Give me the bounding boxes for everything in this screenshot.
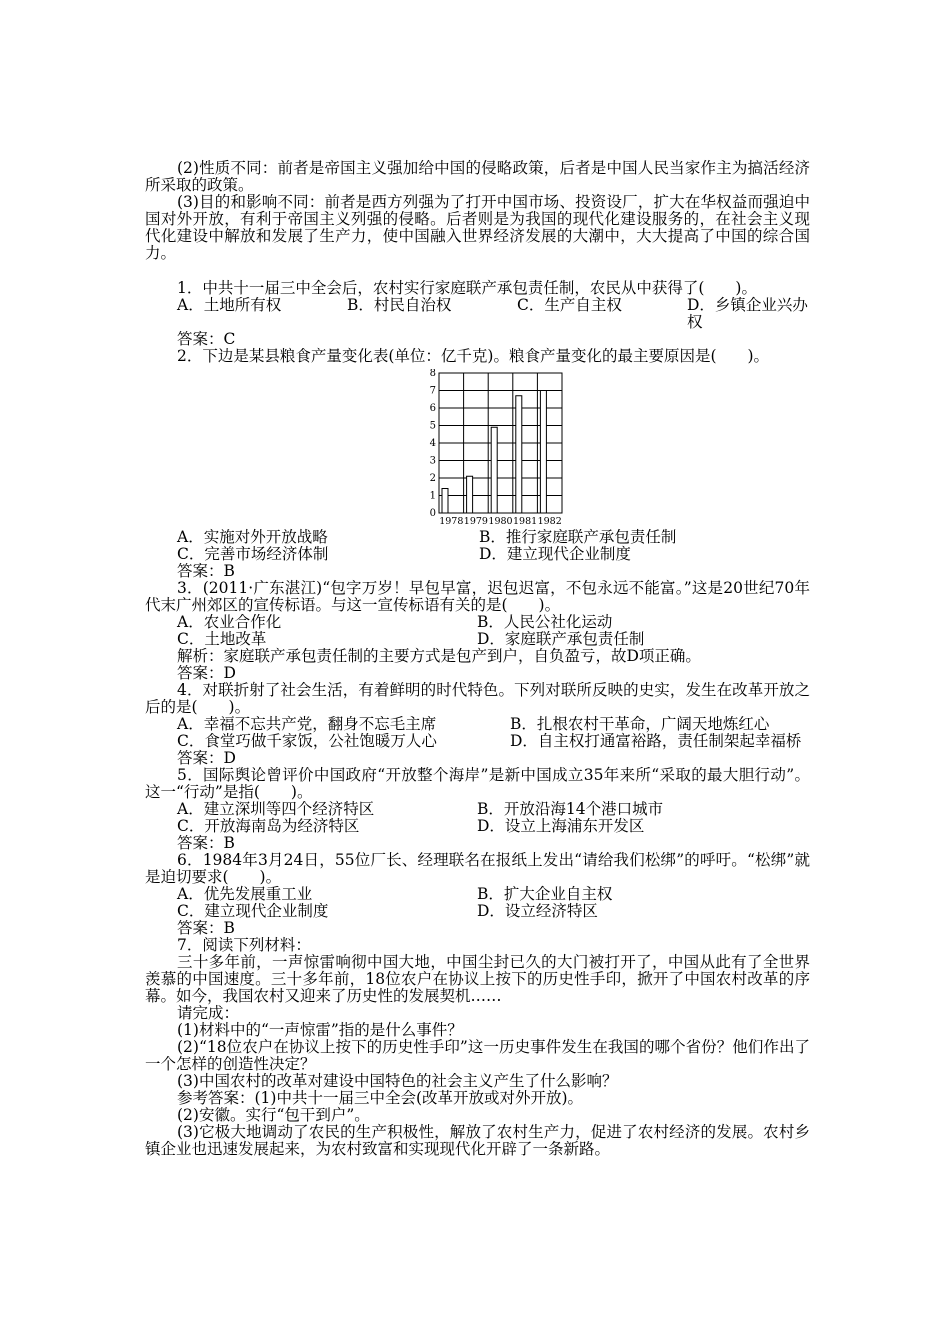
option-b: B．开放沿海14个港口城市 (477, 800, 664, 818)
question-2-stem: 2．下边是某县粮食产量变化表(单位：亿千克)。粮食产量变化的最主要原因是( )。 (177, 347, 770, 365)
question-3-options-row-1 (145, 614, 810, 631)
question-3-options-row-2 (145, 631, 810, 648)
question-4-stem: 4．对联折射了社会生活，有着鲜明的时代特色。下列对联所反映的史实，发生在改革开放之后的是( )。 (145, 681, 810, 716)
question-4-options-row-1 (145, 716, 810, 733)
question-3-stem: 3．(2011·广东湛江)“包字万岁！早包早富，迟包迟富，不包永远不能富。”这是20世纪70年代末广州郊区的宣传标语。与这一宣传标语有关的是( )。 (145, 579, 810, 614)
question-1-options (145, 297, 810, 331)
y-tick-label: 4 (429, 438, 436, 449)
y-tick-label: 0 (429, 508, 436, 519)
option-a: A．幸福不忘共产党，翻身不忘毛主席 (177, 715, 437, 733)
question-7-prompt: 请完成： (177, 1004, 240, 1022)
question-3-analysis: 解析：家庭联产承包责任制的主要方式是包产到户，自负盈亏，故D项正确。 (177, 647, 701, 665)
intro-paragraph-3: (3)目的和影响不同：前者是西方列强为了打开中国市场、投资设厂，扩大在华权益而强迫中国对外开放，有利于帝国主义列强的侵略。后者则是为我国的现代化建设服务的，在社会主义现代化建设中解放和发展了生产力，使中国融入世界经济发展的大潮中，大大提高了中国的综合国力。 (145, 193, 810, 262)
question-2-options-row-1 (145, 529, 810, 546)
bar-1982 (540, 391, 546, 514)
bar-chart-svg (427, 369, 567, 527)
question-7-sub-1: (1)材料中的“一声惊雷”指的是什么事件？ (177, 1021, 463, 1039)
option-b: B．扩大企业自主权 (477, 885, 613, 903)
question-7-answer-1: 参考答案：(1)中共十一届三中全会(改革开放或对外开放)。 (177, 1089, 584, 1107)
x-tick-label-1979: 1979 (463, 516, 488, 527)
question-6-options-row-1 (145, 886, 810, 903)
x-tick-label-1982: 1982 (537, 516, 562, 527)
question-3-answer: 答案：D (177, 664, 236, 682)
question-7-sub-3: (3)中国农村的改革对建设中国特色的社会主义产生了什么影响？ (177, 1072, 618, 1090)
grain-output-chart (427, 369, 567, 527)
option-a: A．农业合作化 (177, 613, 282, 631)
question-6-options-row-2 (145, 903, 810, 920)
x-tick-label-1980: 1980 (488, 516, 513, 527)
question-5-options-row-1 (145, 801, 810, 818)
question-7-answer-2: (2)安徽。实行“包干到户”。 (177, 1106, 370, 1124)
option-c: C．土地改革 (177, 630, 267, 648)
question-7-sub-2: (2)“18位农户在协议上按下的历史性手印”这一历史事件发生在我国的哪个省份？他们作出了一个怎样的创造性决定？ (145, 1038, 810, 1073)
option-c: C．食堂巧做千家饭，公社饱暖万人心 (177, 732, 437, 750)
x-tick-label-1981: 1981 (513, 516, 538, 527)
option-c: C．开放海南岛为经济特区 (177, 817, 360, 835)
question-7-stem: 7．阅读下列材料： (177, 936, 311, 954)
option-a: A．土地所有权 (177, 296, 282, 314)
intro-paragraph-2: (2)性质不同：前者是帝国主义强加给中国的侵略政策，后者是中国人民当家作主为搞活经济所采取的政策。 (145, 159, 810, 194)
option-c: C．生产自主权 (517, 296, 622, 314)
bar-1979 (467, 476, 473, 513)
y-tick-label: 2 (429, 473, 436, 484)
option-d: D．建立现代企业制度 (479, 545, 631, 563)
option-c: C．建立现代企业制度 (177, 902, 329, 920)
option-d: D．自主权打通富裕路，责任制架起幸福桥 (510, 732, 802, 750)
y-tick-label: 6 (429, 403, 436, 414)
question-2-options-row-2 (145, 546, 810, 563)
question-7-material: 三十多年前，一声惊雷响彻中国大地，中国尘封已久的大门被打开了，中国从此有了全世界羡慕的中国速度。三十多年前，18位农户在协议上按下的历史性手印，掀开了中国农村改革的序幕。如今，我国农村又迎来了历史性的发展契机…… (145, 953, 810, 1005)
question-4-options-row-2 (145, 733, 810, 750)
bar-1978 (442, 489, 448, 514)
option-a: A．实施对外开放战略 (177, 528, 328, 546)
option-b: B．推行家庭联产承包责任制 (479, 528, 677, 546)
question-5-options-row-2 (145, 818, 810, 835)
option-a: A．建立深圳等四个经济特区 (177, 800, 375, 818)
y-tick-label: 5 (429, 420, 436, 432)
option-a: A．优先发展重工业 (177, 885, 313, 903)
x-tick-label-1978: 1978 (439, 516, 464, 527)
question-1-answer: 答案：C (177, 330, 236, 348)
bar-1981 (516, 396, 522, 513)
question-5-stem: 5．国际舆论曾评价中国政府“开放整个海岸”是新中国成立35年来所“采取的最大胆行动”。这一“行动”是指( )。 (145, 766, 810, 801)
option-d: D．家庭联产承包责任制 (477, 630, 645, 648)
y-tick-label: 7 (429, 385, 436, 397)
question-5-answer: 答案：B (177, 834, 235, 852)
question-6-answer: 答案：B (177, 919, 235, 937)
option-b: B．村民自治权 (347, 296, 452, 314)
option-d: D．设立经济特区 (477, 902, 598, 920)
question-2-answer: 答案：B (177, 562, 235, 580)
question-1-stem: 1．中共十一届三中全会后，农村实行家庭联产承包责任制，农民从中获得了( )。 (177, 279, 757, 297)
option-b: B．扎根农村干革命，广阔天地炼红心 (510, 715, 770, 733)
option-d: D．乡镇企业兴办权 (687, 296, 808, 331)
option-d: D．设立上海浦东开发区 (477, 817, 645, 835)
bar-1980 (491, 427, 497, 513)
question-4-answer: 答案：D (177, 749, 236, 767)
document-body (145, 160, 810, 1158)
question-7-answer-3: (3)它极大地调动了农民的生产积极性，解放了农村生产力，促进了农村经济的发展。农村乡镇企业也迅速发展起来，为农村致富和实现现代化开辟了一条新路。 (145, 1123, 810, 1158)
y-tick-label: 1 (429, 490, 436, 502)
option-c: C．完善市场经济体制 (177, 545, 329, 563)
y-tick-label: 3 (429, 455, 436, 467)
option-b: B．人民公社化运动 (477, 613, 613, 631)
question-6-stem: 6．1984年3月24日，55位厂长、经理联名在报纸上发出“请给我们松绑”的呼吁。“松绑”就是迫切要求( )。 (145, 851, 810, 886)
y-tick-label: 8 (429, 369, 436, 379)
